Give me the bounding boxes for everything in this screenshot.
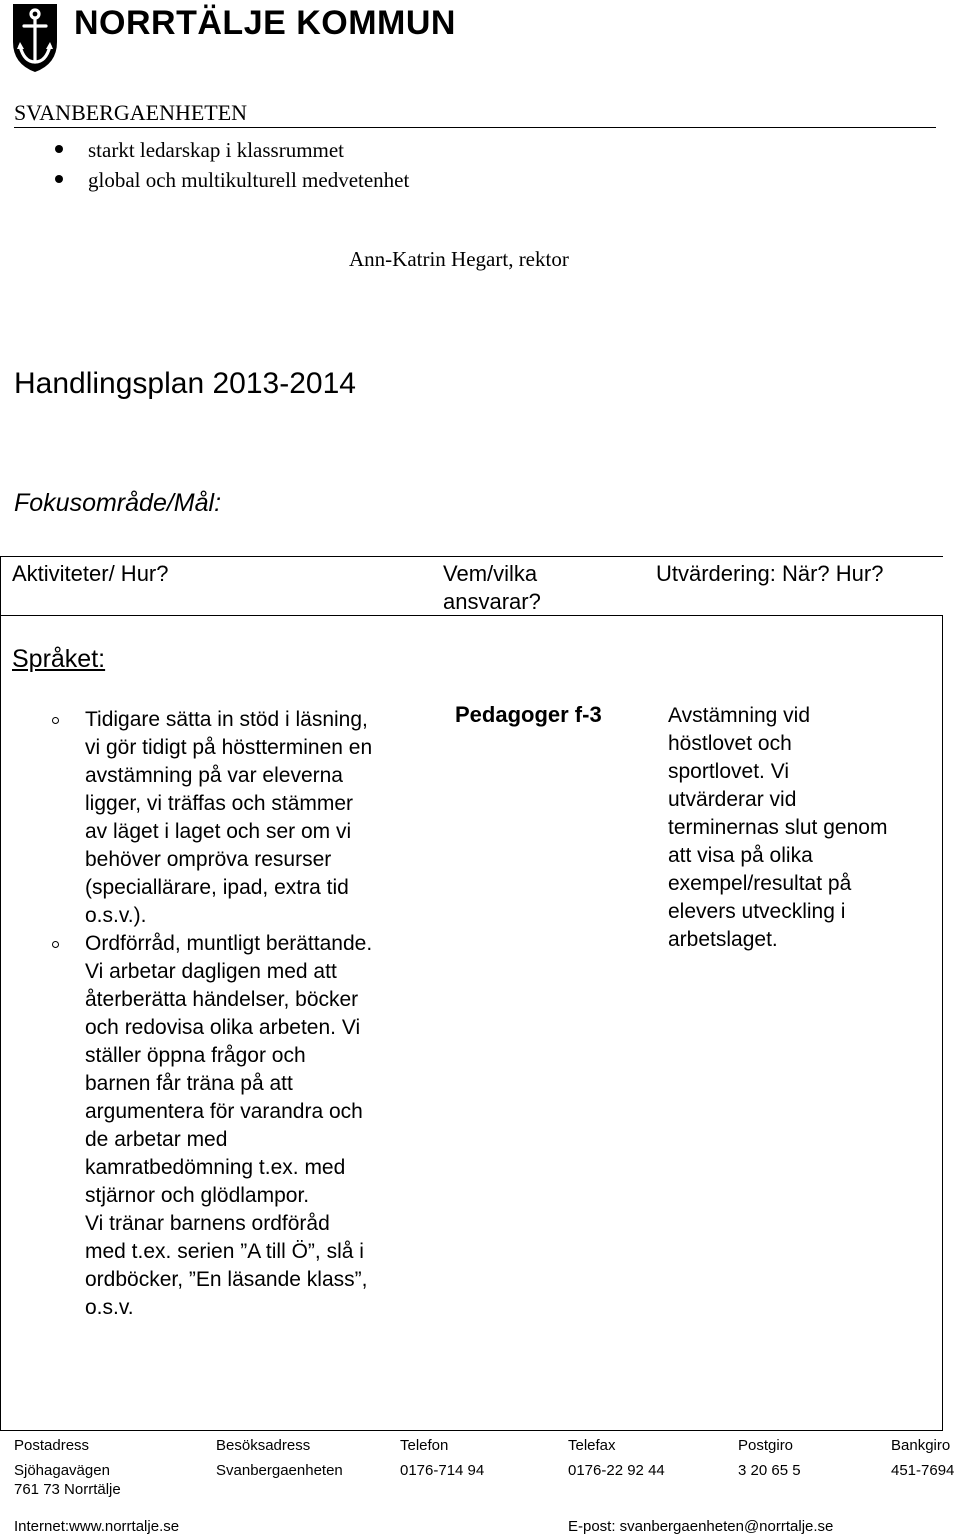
bullet-icon — [55, 175, 63, 183]
bullet-icon — [52, 941, 59, 948]
footer-value-bankgiro: 451-7694 — [891, 1462, 955, 1479]
activity-list — [85, 706, 430, 1322]
list-item-text: global och multikulturell medvetenhet — [88, 168, 410, 192]
unit-name: SVANBERGAENHETEN — [14, 100, 248, 125]
footer-value-telefax: 0176-22 92 44 — [568, 1462, 665, 1479]
norrtalje-logo — [10, 2, 60, 74]
table-border-left — [0, 556, 1, 1430]
list-item-text: starkt ledarskap i klassrummet — [88, 138, 345, 162]
bullet-icon — [55, 145, 63, 153]
footer-label-postadress: Postadress — [14, 1437, 90, 1454]
footer-label-telefon: Telefon — [400, 1437, 449, 1454]
column-header-evaluation: Utvärdering: När? Hur? — [656, 561, 884, 586]
footer-value-telefon: 0176-714 94 — [400, 1462, 485, 1479]
list-item — [88, 135, 409, 165]
header-bullet-list — [88, 135, 409, 195]
footer-label-postgiro: Postgiro — [738, 1437, 794, 1454]
list-item — [88, 165, 409, 195]
table-border-bottom — [0, 1430, 943, 1431]
footer-value-postadress: Sjöhagavägen — [14, 1462, 110, 1479]
section-title: Språket: — [12, 645, 106, 673]
responsible-cell: Pedagoger f-3 — [455, 702, 602, 727]
footer-value-besoksadress: Svanbergaenheten — [216, 1462, 343, 1479]
column-header-activities: Aktiviteter/ Hur? — [12, 561, 169, 586]
evaluation-cell: Avstämning vid höstlovet och sportlovet. Vi utvärderar vid terminernas slut genom att visa på olika exempel/resultat på elevers utveckling i arbetslaget. — [668, 704, 888, 951]
footer-value-postgiro: 3 20 65 5 — [738, 1462, 801, 1479]
table-border-right — [942, 615, 943, 1430]
org-name: NORRTÄLJE KOMMUN — [74, 4, 456, 42]
table-border-top — [0, 556, 943, 557]
header-divider — [14, 127, 936, 128]
footer-label-besoksadress: Besöksadress — [216, 1437, 311, 1454]
footer-email-link[interactable]: E-post: svanbergaenheten@norrtalje.se — [568, 1518, 834, 1535]
footer-postal-city: 761 73 Norrtälje — [14, 1481, 121, 1498]
activity-text: Ordförråd, muntligt berättande. Vi arbetar dagligen med att återberätta händelser, böcker och redovisa olika arbeten. Vi ställer öppna frågor och barnen får träna på att argumentera för varandra och de arbetar med kamratbedömning t.ex. med stjärnor och glödlampor. Vi tränar barnens ordföråd med t.ex. serien ”A till Ö”, slå i ordböcker, ”En läsande klass”, o.s.v. — [85, 932, 373, 1319]
bullet-icon — [52, 717, 59, 724]
footer-website-link[interactable]: Internet:www.norrtalje.se — [14, 1518, 180, 1535]
list-item — [85, 706, 430, 930]
focus-heading: Fokusområde/Mål: — [14, 489, 222, 517]
activity-text: Tidigare sätta in stöd i läsning, vi gör tidigt på höstterminen en avstämning på var eleverna ligger, vi träffas och stämmer av läget i laget och ser om vi behöver ompröva resurser (speciallärare, ipad, extra tid o.s.v.). — [85, 708, 373, 927]
column-header-responsible: Vem/vilka ansvarar? — [443, 561, 541, 614]
footer-label-bankgiro: Bankgiro — [891, 1437, 951, 1454]
page-title: Handlingsplan 2013-2014 — [14, 367, 356, 400]
list-item — [85, 930, 430, 1322]
footer-label-telefax: Telefax — [568, 1437, 616, 1454]
signature: Ann-Katrin Hegart, rektor — [349, 247, 569, 271]
